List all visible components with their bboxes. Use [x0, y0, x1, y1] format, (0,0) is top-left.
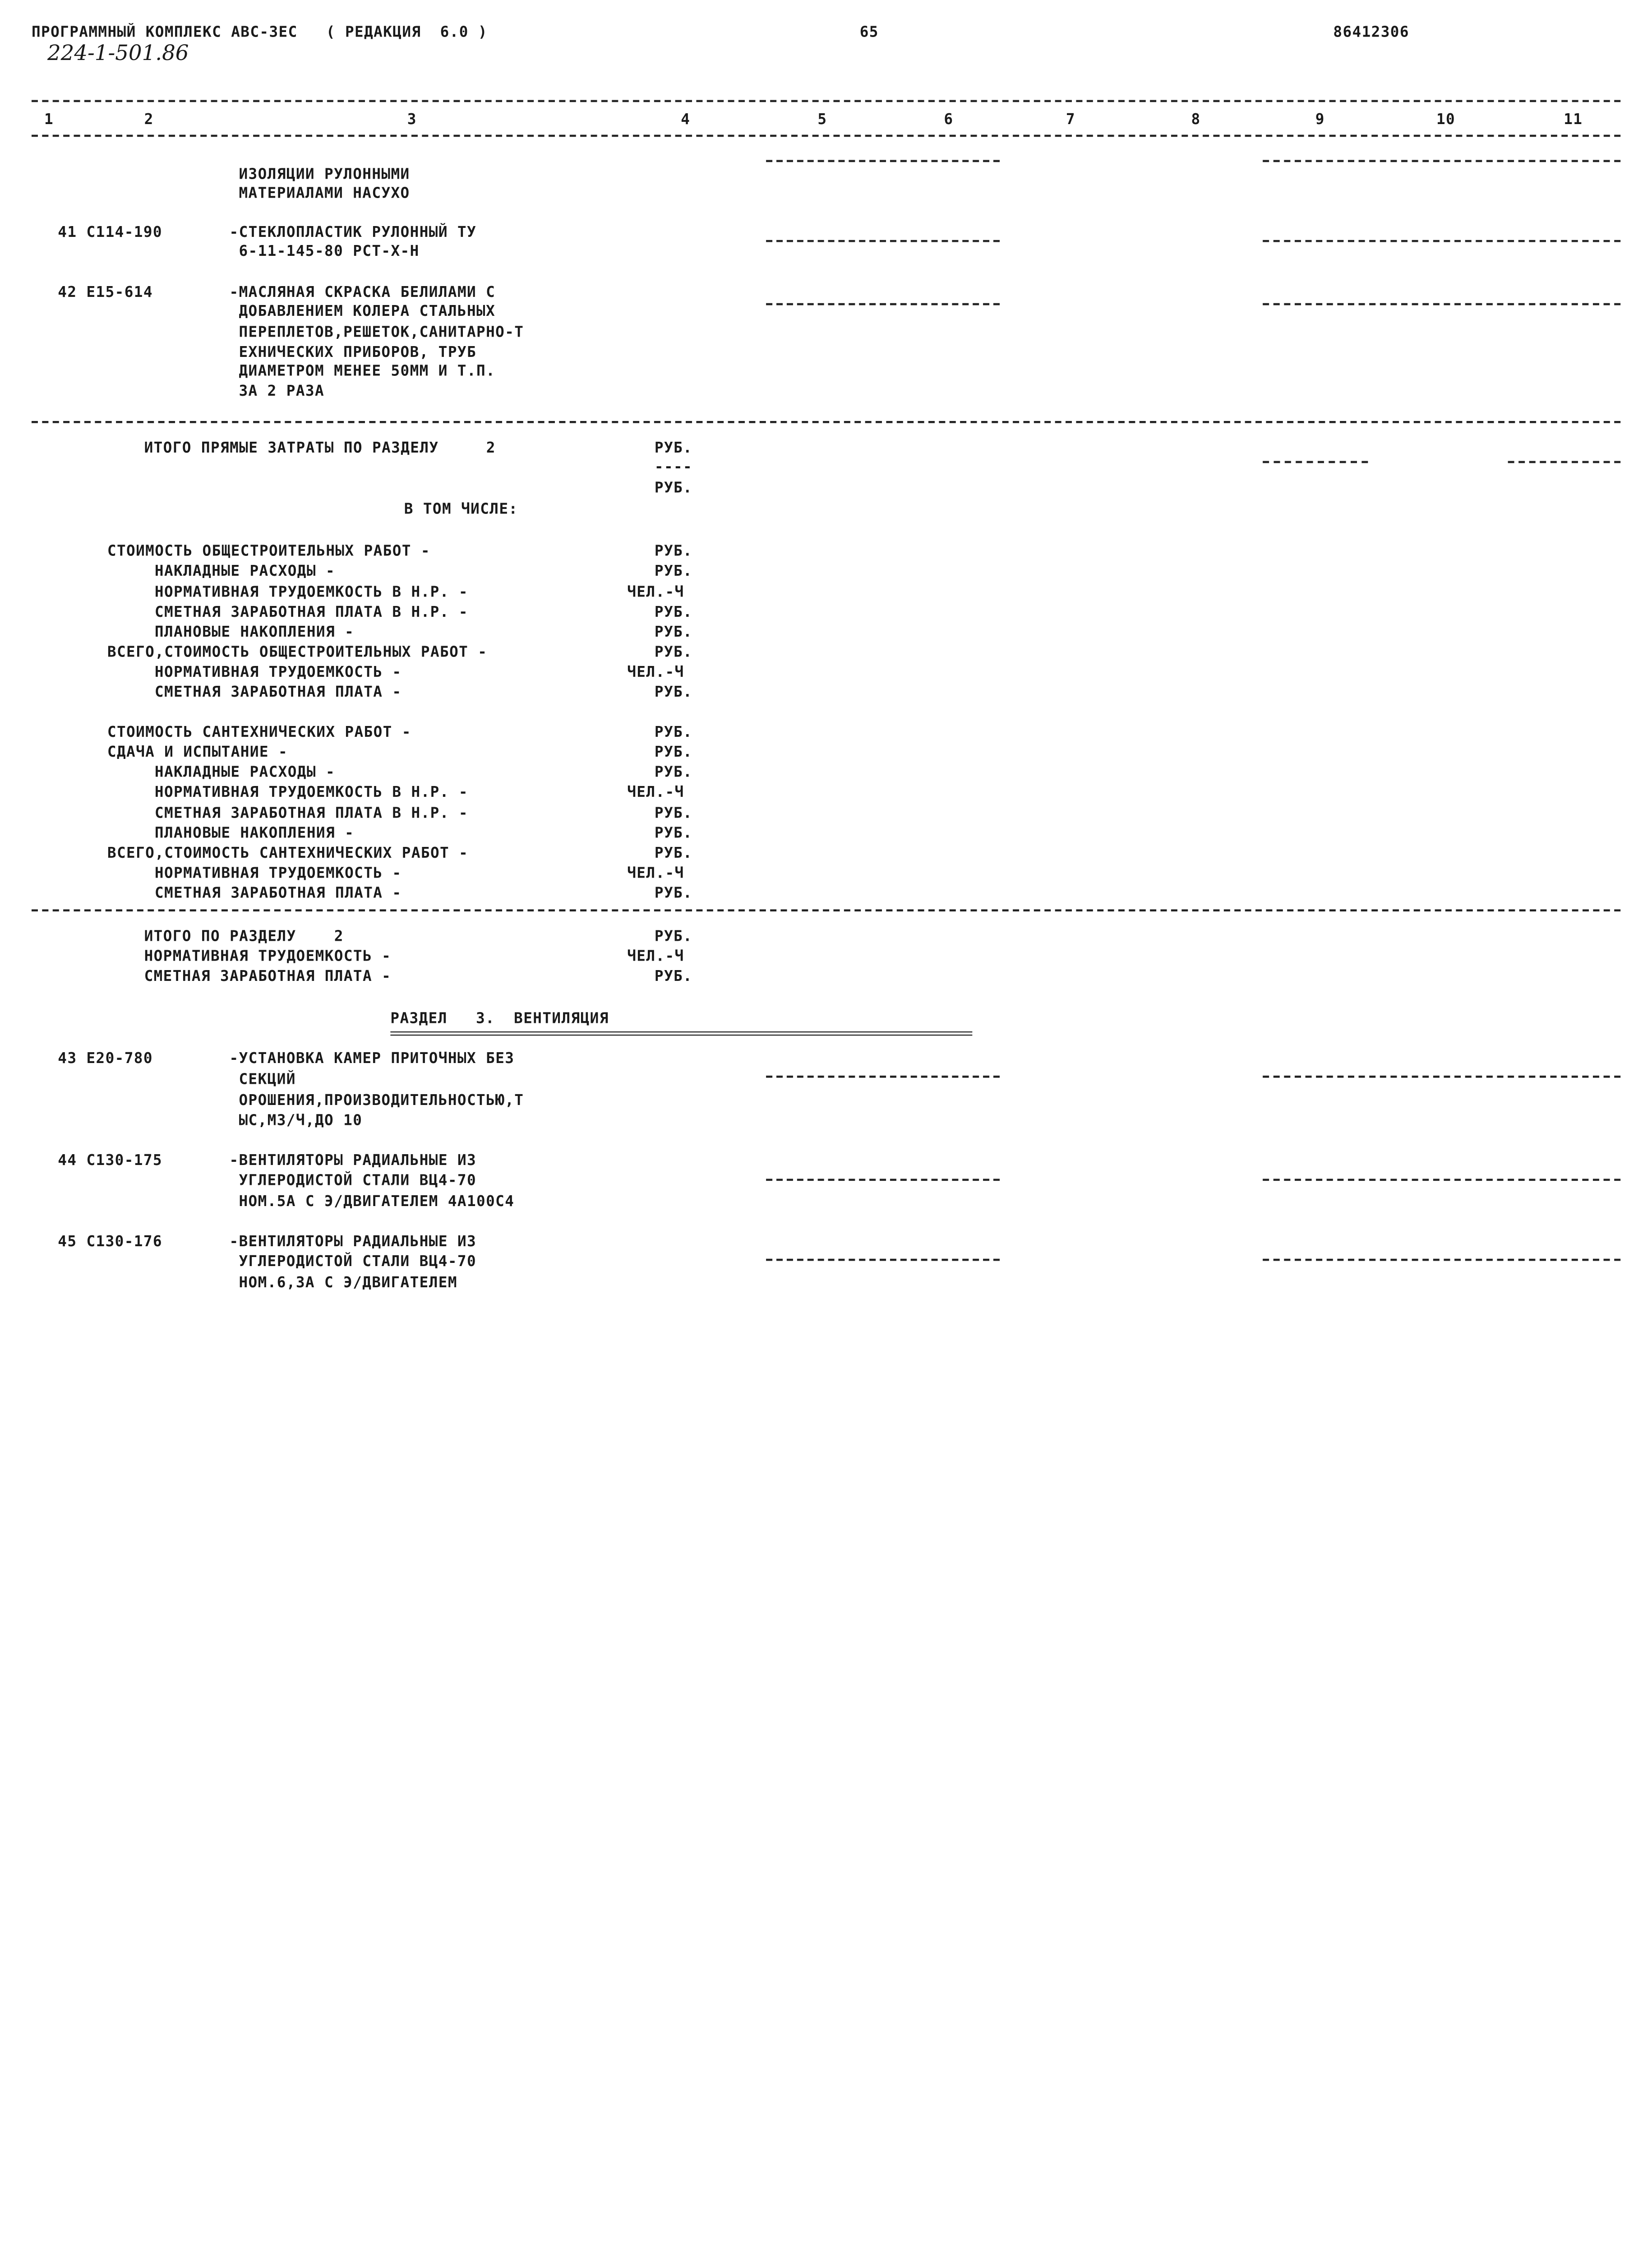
table-cell: В ТОМ ЧИСЛЕ: — [404, 501, 518, 518]
table-cell: НОРМАТИВНАЯ ТРУДОЕМКОСТЬ В Н.Р. - — [154, 784, 468, 801]
table-cell: ИЗОЛЯЦИИ РУЛОННЫМИ — [239, 166, 410, 183]
table-cell: -УСТАНОВКА КАМЕР ПРИТОЧНЫХ БЕЗ — [229, 1050, 515, 1068]
table-cell: ЧЕЛ.-Ч — [627, 948, 684, 965]
table-cell: ПЕРЕПЛЕТОВ,РЕШЕТОК,САНИТАРНО-Т — [239, 324, 524, 341]
table-cell: 45 С130-176 — [58, 1233, 162, 1251]
table-cell: НАКЛАДНЫЕ РАСХОДЫ - — [154, 563, 336, 580]
divider — [1263, 1076, 1620, 1078]
divider — [1263, 461, 1368, 463]
table-cell: ЧЕЛ.-Ч — [627, 784, 684, 801]
table-cell: НОМ.6,3А С Э/ДВИГАТЕЛЕМ — [239, 1274, 457, 1292]
column-header: 11 — [1564, 111, 1583, 129]
column-header: 10 — [1436, 111, 1456, 129]
table-cell: 43 Е20-780 — [58, 1050, 153, 1068]
table-cell: РУБ. — [654, 968, 693, 985]
table-cell: РАЗДЕЛ 3. ВЕНТИЛЯЦИЯ — [390, 1010, 609, 1027]
divider — [32, 421, 1620, 423]
section-underline — [390, 1031, 972, 1036]
table-cell: СДАЧА И ИСПЫТАНИЕ - — [107, 744, 288, 761]
table-cell: РУБ. — [654, 744, 693, 761]
table-cell: СМЕТНАЯ ЗАРАБОТНАЯ ПЛАТА В Н.Р. - — [154, 604, 468, 621]
table-cell: РУБ. — [654, 543, 693, 560]
table-cell: НАКЛАДНЫЕ РАСХОДЫ - — [154, 764, 336, 781]
column-header: 8 — [1191, 111, 1201, 129]
table-cell: СТОИМОСТЬ ОБЩЕСТРОИТЕЛЬНЫХ РАБОТ - — [107, 543, 430, 560]
table-cell: МАТЕРИАЛАМИ НАСУХО — [239, 185, 410, 202]
divider — [766, 160, 1000, 162]
table-cell: ДОБАВЛЕНИЕМ КОЛЕРА СТАЛЬНЫХ — [239, 303, 496, 320]
table-cell: ИТОГО ПО РАЗДЕЛУ 2 — [144, 928, 344, 945]
table-cell: ЧЕЛ.-Ч — [627, 865, 684, 882]
table-cell: ЧЕЛ.-Ч — [627, 664, 684, 681]
table-cell: УГЛЕРОДИСТОЙ СТАЛИ ВЦ4-70 — [239, 1253, 477, 1271]
table-cell: ВСЕГО,СТОИМОСТЬ САНТЕХНИЧЕСКИХ РАБОТ - — [107, 845, 469, 862]
table-cell: УГЛЕРОДИСТОЙ СТАЛИ ВЦ4-70 — [239, 1172, 477, 1189]
table-cell: ЧЕЛ.-Ч — [627, 584, 684, 601]
table-cell: ПЛАНОВЫЕ НАКОПЛЕНИЯ - — [154, 825, 355, 842]
table-cell: НОРМАТИВНАЯ ТРУДОЕМКОСТЬ - — [144, 948, 392, 965]
document-number: 86412306 — [1333, 24, 1409, 41]
table-cell: -ВЕНТИЛЯТОРЫ РАДИАЛЬНЫЕ ИЗ — [229, 1152, 477, 1170]
table-cell: РУБ. — [654, 684, 693, 701]
table-cell: ОРОШЕНИЯ,ПРОИЗВОДИТЕЛЬНОСТЬЮ,Т — [239, 1092, 524, 1110]
divider — [766, 1076, 1000, 1078]
table-cell: СМЕТНАЯ ЗАРАБОТНАЯ ПЛАТА - — [144, 968, 392, 985]
divider — [32, 100, 1620, 102]
table-cell: ИТОГО ПРЯМЫЕ ЗАТРАТЫ ПО РАЗДЕЛУ 2 — [144, 440, 496, 457]
divider — [1263, 160, 1620, 162]
table-cell: НОРМАТИВНАЯ ТРУДОЕМКОСТЬ - — [154, 865, 402, 882]
table-cell: ---- — [654, 459, 693, 476]
table-cell: РУБ. — [654, 845, 693, 862]
column-header: 2 — [144, 111, 154, 129]
table-cell: 42 Е15-614 — [58, 284, 153, 301]
table-cell: -МАСЛЯНАЯ СКРАСКА БЕЛИЛАМИ С — [229, 284, 496, 301]
table-cell: ЫС,М3/Ч,ДО 10 — [239, 1112, 363, 1129]
divider — [766, 1259, 1000, 1261]
table-cell: РУБ. — [654, 480, 693, 497]
divider — [1508, 461, 1621, 463]
table-cell: 6-11-145-80 РСТ-Х-Н — [239, 243, 420, 260]
page-number: 65 — [859, 24, 879, 41]
table-cell: ДИАМЕТРОМ МЕНЕЕ 50ММ И Т.П. — [239, 363, 496, 380]
table-cell: СМЕТНАЯ ЗАРАБОТНАЯ ПЛАТА В Н.Р. - — [154, 805, 468, 822]
column-header: 6 — [944, 111, 954, 129]
table-cell: РУБ. — [654, 604, 693, 621]
table-cell: СМЕТНАЯ ЗАРАБОТНАЯ ПЛАТА - — [154, 684, 402, 701]
column-header: 1 — [44, 111, 54, 129]
table-cell: РУБ. — [654, 805, 693, 822]
column-header: 7 — [1066, 111, 1075, 129]
table-cell: ЗА 2 РАЗА — [239, 383, 325, 400]
table-cell: НОМ.5А С Э/ДВИГАТЕЛЕМ 4А100С4 — [239, 1193, 515, 1211]
table-cell: СТОИМОСТЬ САНТЕХНИЧЕСКИХ РАБОТ - — [107, 724, 411, 741]
table-cell: 44 С130-175 — [58, 1152, 162, 1170]
table-cell: ПЛАНОВЫЕ НАКОПЛЕНИЯ - — [154, 624, 355, 641]
divider — [1263, 1259, 1620, 1261]
table-cell: НОРМАТИВНАЯ ТРУДОЕМКОСТЬ В Н.Р. - — [154, 584, 468, 601]
table-cell: РУБ. — [654, 644, 693, 661]
table-cell: РУБ. — [654, 440, 693, 457]
table-cell: РУБ. — [654, 825, 693, 842]
table-cell: 41 С114-190 — [58, 224, 162, 241]
divider — [1263, 303, 1620, 305]
divider — [766, 303, 1000, 305]
table-cell: НОРМАТИВНАЯ ТРУДОЕМКОСТЬ - — [154, 664, 402, 681]
table-cell: -ВЕНТИЛЯТОРЫ РАДИАЛЬНЫЕ ИЗ — [229, 1233, 477, 1251]
table-cell: РУБ. — [654, 624, 693, 641]
table-cell: СЕКЦИЙ — [239, 1071, 296, 1088]
divider — [1263, 1179, 1620, 1181]
table-cell: РУБ. — [654, 563, 693, 580]
table-cell: ЕХНИЧЕСКИХ ПРИБОРОВ, ТРУБ — [239, 344, 477, 361]
table-cell: РУБ. — [654, 928, 693, 945]
handwritten-code: 224-1-501.86 — [47, 40, 189, 65]
table-cell: СМЕТНАЯ ЗАРАБОТНАЯ ПЛАТА - — [154, 885, 402, 902]
column-header: 9 — [1315, 111, 1325, 129]
divider — [32, 909, 1620, 911]
divider — [32, 135, 1620, 137]
table-cell: РУБ. — [654, 885, 693, 902]
header-title: ПРОГРАММНЫЙ КОМПЛЕКС АВС-3ЕС ( РЕДАКЦИЯ 6.0 ) — [31, 24, 488, 41]
divider — [766, 1179, 1000, 1181]
table-cell: -СТЕКЛОПЛАСТИК РУЛОННЫЙ ТУ — [229, 224, 477, 241]
divider — [766, 240, 1000, 242]
table-cell: РУБ. — [654, 764, 693, 781]
table-cell: ВСЕГО,СТОИМОСТЬ ОБЩЕСТРОИТЕЛЬНЫХ РАБОТ - — [107, 644, 488, 661]
divider — [1263, 240, 1620, 242]
table-cell: РУБ. — [654, 724, 693, 741]
column-header: 3 — [407, 111, 417, 129]
column-header: 5 — [817, 111, 827, 129]
column-header: 4 — [681, 111, 691, 129]
